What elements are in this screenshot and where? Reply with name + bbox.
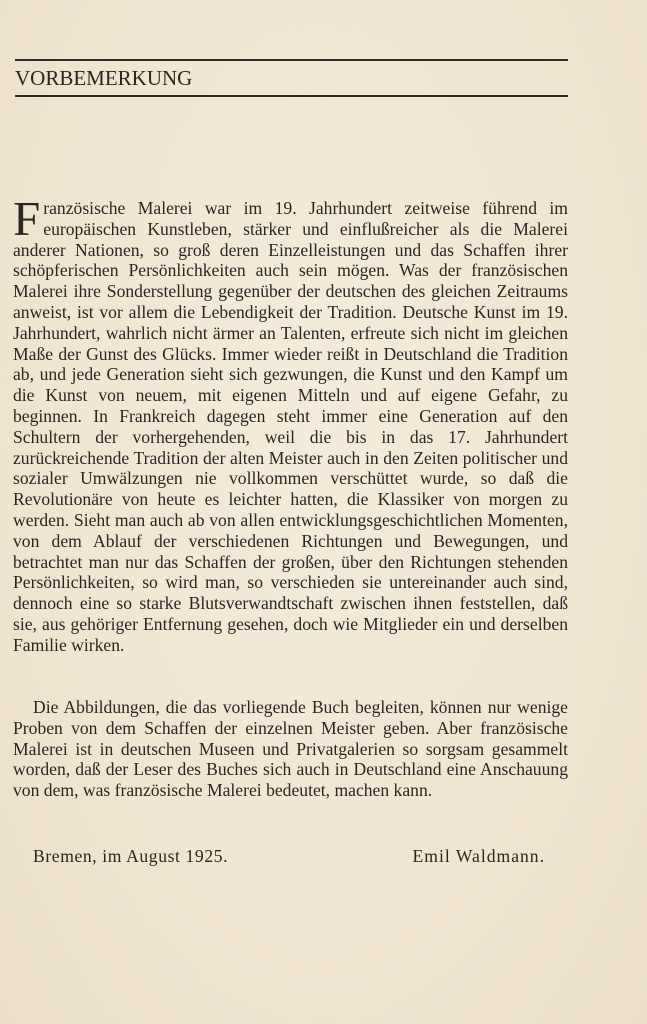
paragraph-2-text: Die Abbildungen, die das vorliegende Buch begleiten, können nur wenige Proben von dem Schaffen der einzelnen Meister geben. Aber französische Malerei ist in deutschen Museen und Privatgalerien so sorgsam gesammelt worden, daß der Leser des Buches sich auch in Deutschland eine Anschauung von dem, was französische Malerei bedeutet, machen kann. xyxy=(13,697,568,801)
page-heading: VORBEMERKUNG xyxy=(15,66,193,90)
bottom-rule xyxy=(15,95,568,97)
paragraph-1-text: ranzösische Malerei war im 19. Jahrhundert zeitweise führend im europäischen Kunstleben, stärker und einflußreicher als die Malerei anderer Nationen, so groß deren Einzelleistungen und das Schaffen ihrer schöpferischen Persönlichkeiten auch sein mögen. Was der französischen Malerei ihre Sonderstellung gegenüber der deutschen des gleichen Zeitraums anweist, ist vor allem die Lebendigkeit der Tradition. Deutsche Kunst im 19. Jahrhundert, wahrlich nicht ärmer an Talenten, erfreute sich nicht im gleichen Maße der Gunst des Glücks. Immer wieder reißt in Deutschland die Tradition ab, und jede Generation sieht sich gezwungen, die Kunst und den Kampf um die Kunst von neuem, mit eigenen Mitteln und auf eigene Gefahr, zu beginnen. In Frankreich dagegen steht immer eine Generation auf den Schultern der vorhergehenden, weil die bis in das 17. Jahrhundert zurückreichende Tradition der alten Meister auch in den Zeiten politischer und sozialer Umwälzungen nie vollkommen verschüttet wurde, so daß die Revolutionäre von heute es leichter hatten, die Klassiker von morgen zu werden. Sieht man auch ab von allen entwicklungsgeschichtlichen Momenten, von dem Ablauf der verschiedenen Richtungen und Bewegungen, und betrachtet man nur das Schaffen der großen, über den Richtungen stehenden Persönlichkeiten, so wird man, so verschieden sie untereinander auch sind, dennoch eine so starke Blutsverwandtschaft zwischen ihnen feststellen, daß sie, aus gehöriger Entfernung gesehen, doch wie Mitglieder ein und derselben Familie wirken. xyxy=(13,198,568,655)
paragraph-2 xyxy=(13,697,568,801)
top-rule xyxy=(15,59,568,61)
signature-author: Emil Waldmann. xyxy=(412,846,545,866)
signature-place-date: Bremen, im August 1925. xyxy=(33,846,229,866)
drop-cap: F xyxy=(13,191,41,246)
paragraph-1 xyxy=(13,191,568,656)
